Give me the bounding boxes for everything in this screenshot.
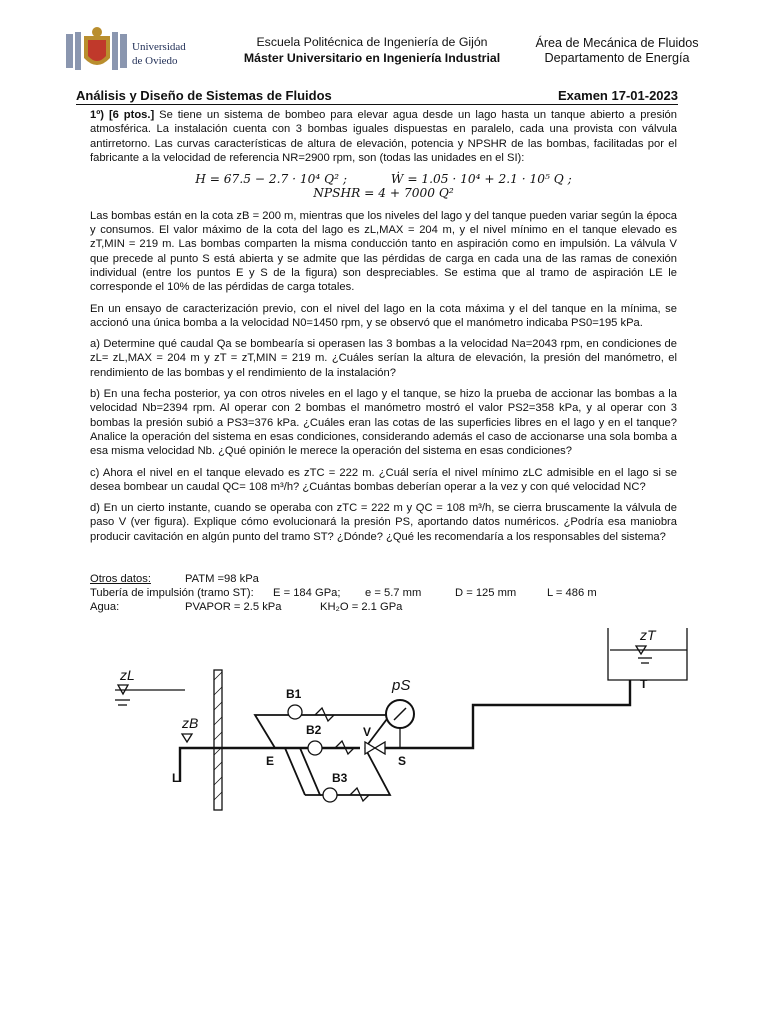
- pipe-length: L = 486 m: [547, 587, 597, 599]
- water-label: Agua:: [90, 601, 120, 613]
- school-block: [242, 34, 502, 66]
- vapor-pressure: PVAPOR = 2.5 kPa: [185, 601, 282, 613]
- young-modulus: E = 184 GPa;: [273, 587, 341, 599]
- gauge-label: pS: [392, 677, 411, 694]
- university-logo: [62, 26, 192, 76]
- department-block: [522, 36, 712, 66]
- paragraph-test: En un ensayo de caracterización previo, con el nivel del lago en la cota máxima y el del tanque en la mínima, se accionó una única bomba a la velocidad N0=1450 rpm, y se observó que el manómetro indicaba PS0=195 kPa.: [90, 302, 677, 329]
- department-name: Departamento de Energía: [544, 51, 690, 65]
- university-name-line2: de Oviedo: [132, 55, 178, 67]
- pump-b3-label: B3: [332, 771, 348, 785]
- problem-statement: [90, 108, 677, 551]
- intro-text: Se tiene un sistema de bombeo para elevar agua desde un lago hasta un tanque abierto a presión atmosférica. La instalación cuenta con 3 bombas iguales dispuestas en paralelo, cada una provista con válvula antirretorno. Las curvas características de altura de elevación, potencia y NPSHR de las bombas, facilitadas por el fabricante a la velocidad de referencia NR=2900 rpm, son (todas las unidades en el SI):: [90, 109, 678, 164]
- discharge-pipe: [385, 680, 630, 748]
- pump-level-label: zB: [182, 715, 199, 731]
- valve-label: V: [363, 725, 372, 739]
- question-b: b) En una fecha posterior, ya con otros niveles en el lago y el tanque, se hizo la prueba de accionar las bombas a la velocidad Nb=2394 rpm. Al operar con 2 bombas el manómetro mostró el valor PS2=358 kPa, y al operar con 3 bombas la presión subió a PS3=376 kPa. ¿Cuáles eran las cotas de las superficies libres en el lago y en el tanque? Analice la operación del sistema en esas condiciones, considerando además el caso de accionarse una sola bomba a esa misma velocidad Nb. ¿Qué opinión le merece la operación del sistema en esas condiciones?: [90, 388, 677, 458]
- point-s-label: S: [398, 754, 407, 768]
- wall-thickness: e = 5.7 mm: [365, 587, 422, 599]
- npsh-equation: NPSHR = 4 + 7000 Q²: [313, 186, 454, 201]
- exam-title-bar: [76, 88, 678, 105]
- exam-date: Examen 17-01-2023: [558, 88, 678, 103]
- pump-b1-label: B1: [286, 687, 302, 701]
- pump-b1: [288, 705, 302, 719]
- pump-b2: [308, 741, 322, 755]
- pump-b2-label: B2: [306, 723, 322, 737]
- point-e-label: E: [266, 754, 275, 768]
- area-name: Área de Mecánica de Fluidos: [535, 36, 699, 50]
- head-equation: H = 67.5 − 2.7 · 10⁴ Q² ;: [195, 172, 348, 187]
- valve-v: [365, 742, 385, 754]
- course-title: Análisis y Diseño de Sistemas de Fluidos: [76, 88, 332, 103]
- power-equation: Ẇ = 1.05 · 10⁴ + 2.1 · 10⁵ Q ;: [390, 172, 572, 187]
- question-d: d) En un cierto instante, cuando se operaba con zTC = 222 m y QC = 108 m³/h, se cierra bruscamente la válvula de paso V (ver figura). Explique cómo evolucionará la presión PS, aportando datos numéricos. ¿Podría esa maniobra producir cavitación en algún punto del tramo ST? ¿Dónde? ¿Qué les recomendaría a los responsables del sistema?: [90, 502, 677, 543]
- pump-elevation-marker: [182, 734, 192, 742]
- school-name: Escuela Politécnica de Ingeniería de Gijón: [256, 35, 488, 49]
- bulk-modulus: KH₂O = 2.1 GPa: [320, 601, 403, 613]
- university-name-line1: Universidad: [132, 41, 186, 53]
- point-t-label: T: [640, 677, 648, 691]
- question-c: c) Ahora el nivel en el tanque elevado es zTC = 222 m. ¿Cuál sería el nivel mínimo zLC admisible en el lago si se desea bombear un caudal QC= 108 m³/h? ¿Cuántas bombas deberían operar a la vez y con qué velocidad NC?: [90, 466, 677, 493]
- master-name: Máster Universitario en Ingeniería Industrial: [243, 51, 501, 65]
- branch-b1-inlet: [255, 715, 305, 748]
- other-data: [90, 572, 677, 614]
- problem-number: 1º): [90, 109, 105, 121]
- problem-intro: [90, 108, 677, 165]
- pump-curves: [90, 172, 677, 201]
- pump-b3: [323, 788, 337, 802]
- pipe-label: Tubería de impulsión (tramo ST):: [90, 587, 254, 599]
- lake-level-label: zL: [120, 667, 135, 683]
- paragraph-conditions: Las bombas están en la cota zB = 200 m, mientras que los niveles del lago y del tanque pueden variar según la época y consumos. El valor máximo de la cota del lago es zL,MAX = 204 m, y el nivel mínimo en el tanque elevado es zT,MIN = 219 m. Las bombas comparten la misma conducción tanto en aspiración como en impulsión. La válvula V que precede al punto S está abierta y se admite que las pérdidas de carga en cada una de las ramas de conexión individual (entre los puntos E y S de la figura) son despreciables. Se estima que al tramo de aspiración LE le corresponde el 10% de las pérdidas de carga totales.: [90, 209, 677, 294]
- system-diagram: [90, 620, 690, 820]
- point-l-label: L: [172, 771, 180, 785]
- patm-value: PATM =98 kPa: [185, 573, 259, 585]
- page-header: [62, 24, 702, 84]
- problem-points: [6 ptos.]: [108, 109, 155, 121]
- pipe-diameter: D = 125 mm: [455, 587, 517, 599]
- tank-level-label: zT: [640, 627, 656, 643]
- other-data-label: Otros datos:: [90, 573, 151, 585]
- question-a: a) Determine qué caudal Qa se bombearía si operasen las 3 bombas a la velocidad Na=2043 rpm, en condiciones de zL= zL,MAX = 204 m y zT = zT,MIN = 219 m. ¿Cuáles serían la altura de elevación, la presión del manómetro, el rendimiento de las bombas y el rendimiento de la instalación?: [90, 338, 677, 379]
